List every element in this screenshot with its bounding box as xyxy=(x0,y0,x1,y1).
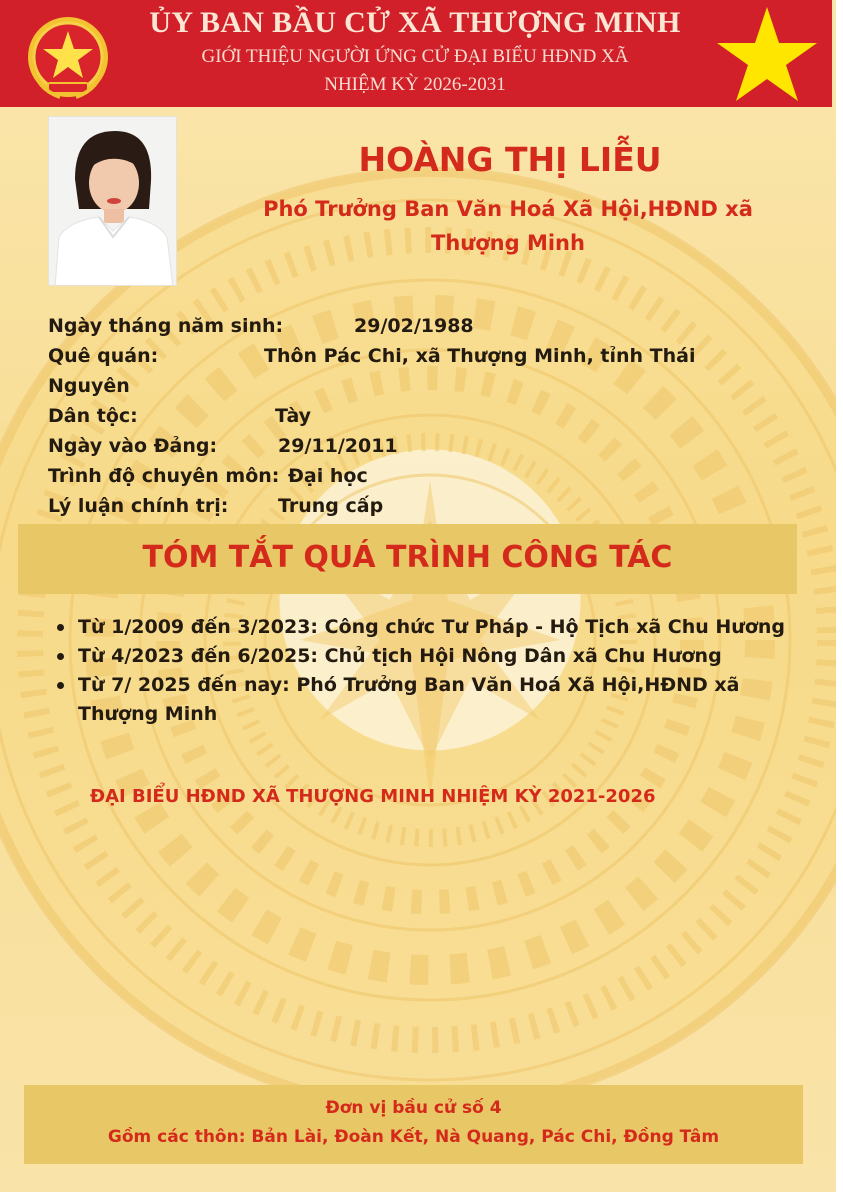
info-row-education xyxy=(48,461,788,491)
national-emblem-icon xyxy=(22,15,114,103)
education-label: Trình độ chuyên môn: xyxy=(48,465,280,487)
dob-label: Ngày tháng năm sinh: xyxy=(48,315,284,337)
ethnic-value: Tày xyxy=(275,405,312,427)
header-subtitle: GIỚI THIỆU NGƯỜI ỨNG CỬ ĐẠI BIỂU HĐND XÃ xyxy=(201,46,629,67)
bullet-icon xyxy=(57,653,64,660)
delegate-note: ĐẠI BIỂU HĐND XÃ THƯỢNG MINH NHIỆM KỲ 2021-2026 xyxy=(90,786,656,807)
yellow-star-icon xyxy=(711,3,823,107)
info-row-politics xyxy=(48,491,788,521)
hometown-value-cont: Nguyên xyxy=(48,375,130,397)
party-value: 29/11/2011 xyxy=(278,435,398,457)
personal-info xyxy=(48,311,788,521)
electoral-villages: Gồm các thôn: Bản Lài, Đoàn Kết, Nà Quang, Pác Chi, Đồng Tâm xyxy=(107,1127,720,1147)
header-banner xyxy=(0,0,832,107)
portrait-illustration xyxy=(49,117,177,286)
politics-value: Trung cấp xyxy=(278,495,384,517)
electoral-unit: Đơn vị bầu cử số 4 xyxy=(325,1098,502,1118)
career-item xyxy=(78,613,798,642)
career-item-text: Từ 7/ 2025 đến nay: Phó Trưởng Ban Văn Hoá Xã Hội,HĐND xã xyxy=(78,674,740,696)
electoral-unit-band xyxy=(24,1085,803,1164)
candidate-name: HOÀNG THỊ LIỄU xyxy=(358,140,662,179)
info-row-hometown xyxy=(48,341,788,371)
career-item-text-cont: Thượng Minh xyxy=(78,703,218,725)
info-row-party xyxy=(48,431,788,461)
hometown-value: Thôn Pác Chi, xã Thượng Minh, tỉnh Thái xyxy=(264,345,696,367)
candidate-role xyxy=(218,192,798,260)
career-item-text: Từ 1/2009 đến 3/2023: Công chức Tư Pháp - Hộ Tịch xã Chu Hương xyxy=(78,616,786,638)
party-label: Ngày vào Đảng: xyxy=(48,435,218,457)
ethnic-label: Dân tộc: xyxy=(48,405,138,427)
info-row-ethnic xyxy=(48,401,788,431)
career-heading: TÓM TẮT QUÁ TRÌNH CÔNG TÁC xyxy=(142,540,673,575)
candidate-role-line-2: Thượng Minh xyxy=(431,231,585,255)
election-committee-title: ỦY BAN BẦU CỬ XÃ THƯỢNG MINH xyxy=(149,6,681,39)
bullet-icon xyxy=(57,682,64,689)
dob-value: 29/02/1988 xyxy=(354,315,474,337)
career-list xyxy=(78,613,798,729)
career-item-text: Từ 4/2023 đến 6/2025: Chủ tịch Hội Nông Dân xã Chu Hương xyxy=(78,645,722,667)
politics-label: Lý luận chính trị: xyxy=(48,495,229,517)
info-row-dob xyxy=(48,311,788,341)
career-item xyxy=(78,671,798,729)
candidate-role-line-1: Phó Trưởng Ban Văn Hoá Xã Hội,HĐND xã xyxy=(263,197,753,221)
info-row-hometown-cont xyxy=(48,371,788,401)
education-value: Đại học xyxy=(288,465,368,487)
career-heading-band xyxy=(18,524,797,594)
bullet-icon xyxy=(57,624,64,631)
header-term: NHIỆM KỲ 2026-2031 xyxy=(324,74,506,95)
hometown-label: Quê quán: xyxy=(48,345,159,367)
portrait-photo xyxy=(48,116,177,286)
career-item xyxy=(78,642,798,671)
